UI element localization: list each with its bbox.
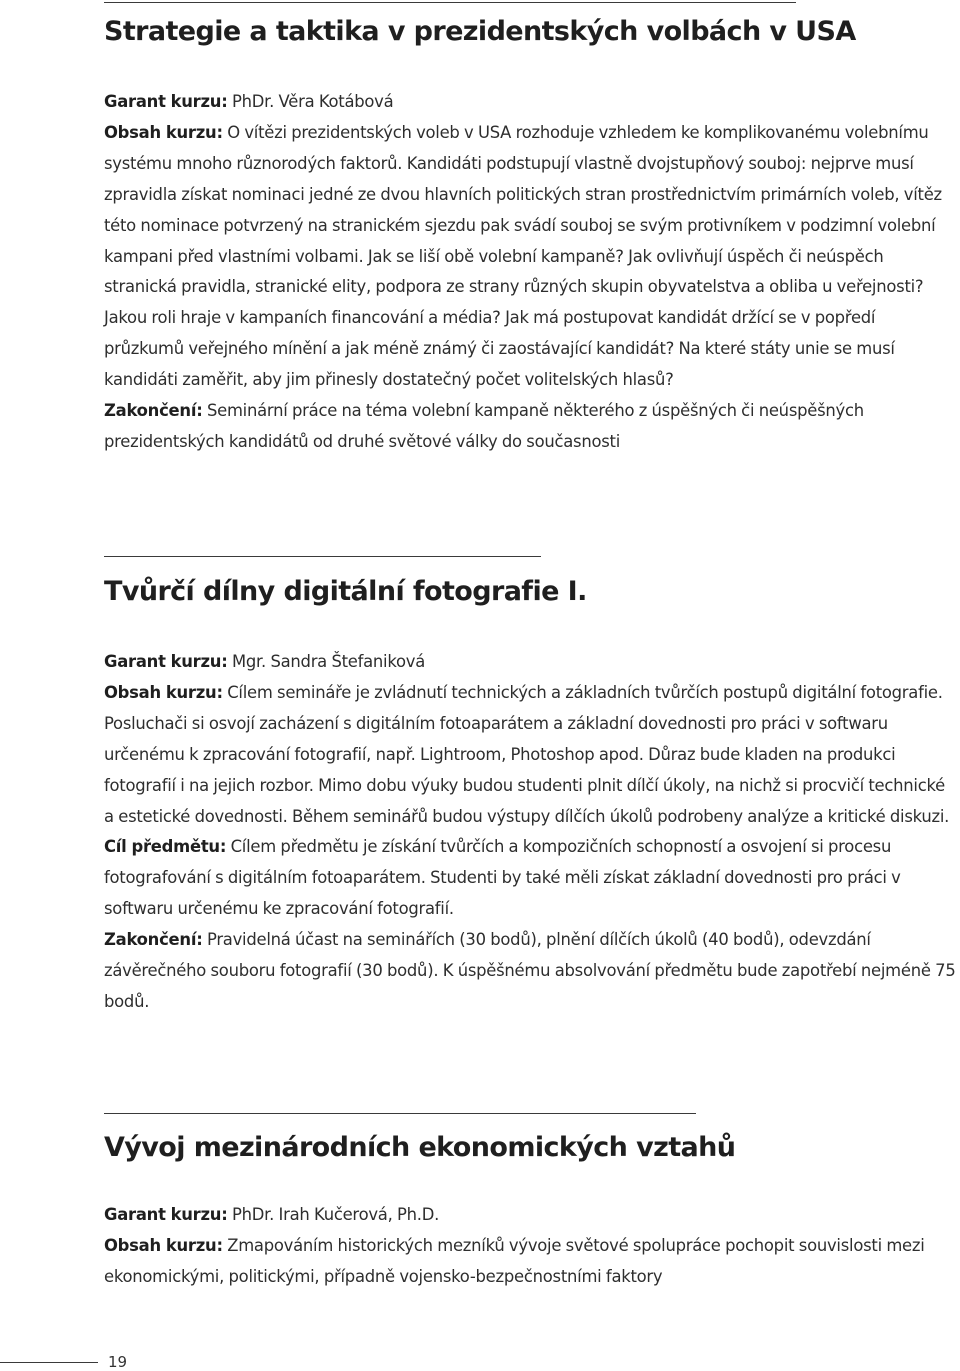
guarantor-paragraph <box>104 1200 956 1231</box>
content-paragraph <box>104 118 956 396</box>
guarantor-label: Garant kurzu: <box>104 92 228 111</box>
guarantor-value: Mgr. Sandra Štefaniková <box>227 652 426 671</box>
content-value: Zmapováním historických mezníků vývoje světové spolupráce pochopit souvislosti mezi ekonomickými, politickými, případně vojensko-bezpečnostními faktory <box>104 1235 925 1286</box>
guarantor-value: PhDr. Irah Kučerová, Ph.D. <box>227 1205 440 1224</box>
section-divider <box>104 1113 696 1114</box>
content-label: Obsah kurzu: <box>104 122 223 142</box>
course-title: Tvůrčí dílny digitální fotografie I. <box>104 576 587 607</box>
page-number: 19 <box>108 1353 128 1371</box>
completion-value: Pravidelná účast na seminářích (30 bodů), plnění dílčích úkolů (40 bodů), odevzdání závěrečného souboru fotografií (30 bodů). K úspěšnému absolvování předmětu bude zapotřebí nejméně 75 bodů. <box>104 930 956 1011</box>
completion-paragraph <box>104 925 956 1018</box>
content-label: Obsah kurzu: <box>104 682 223 702</box>
goal-label: Cíl předmětu: <box>104 837 227 857</box>
course-details <box>104 87 956 458</box>
completion-label: Zakončení: <box>104 930 203 950</box>
course-section-strategie <box>104 14 956 458</box>
course-section-fotografie <box>104 574 956 1018</box>
course-details <box>104 647 956 1018</box>
completion-label: Zakončení: <box>104 401 203 421</box>
completion-paragraph <box>104 396 956 458</box>
course-details <box>104 1200 956 1293</box>
content-value: O vítězi prezidentských voleb v USA rozhoduje vzhledem ke komplikovanému volebnímu systému mnoho různorodých faktorů. Kandidáti podstupují vlastně dvojstupňový souboj: nejprve musí zpravidla získat nominaci jedné ze dvou hlavních politických stran prostřednictvím primárních voleb, vítěz této nominace potvrzený na stranickém sjezdu pak svádí souboj se svým protivníkem v podzimní volební kampani před vlastními volbami. Jak se liší obě volební kampaně? Jak ovlivňují úspěch či neúspěch stranická pravidla, stranické elity, podpora ze strany různých skupin obyvatelstva a obliba u veřejnosti? Jakou roli hraje v kampaních financování a média? Jak má postupovat kandidát držící se v popředí průzkumů veřejného mínění a jak méně známý či zaostávající kandidát? Na které státy unie se musí kandidáti zaměřit, aby jim přinesly dostatečný počet volitelských hlasů? <box>104 122 942 390</box>
content-paragraph <box>104 1231 956 1293</box>
course-section-ekonomika <box>104 1130 956 1293</box>
guarantor-value: PhDr. Věra Kotábová <box>227 92 394 111</box>
content-paragraph <box>104 678 956 833</box>
footer-divider <box>0 1362 98 1363</box>
goal-paragraph <box>104 832 956 925</box>
course-title: Vývoj mezinárodních ekonomických vztahů <box>104 1132 736 1163</box>
completion-value: Seminární práce na téma volební kampaně některého z úspěšných či neúspěšných prezidentských kandidátů od druhé světové války do současnosti <box>104 401 864 451</box>
content-value: Cílem semináře je zvládnutí technických a základních tvůrčích postupů digitální fotografie. Posluchači si osvojí zacházení s digitálním fotoaparátem a základní dovednosti pro práci v softwaru určenému k zpracování fotografií, např. Lightroom, Photoshop apod. Důraz bude kladen na produkci fotografií i na jejich rozbor. Mimo dobu výuky budou studenti plnit dílčí úkoly, na nichž si procvičí technické a estetické dovednosti. Během seminářů budou výstupy dílčích úkolů podrobeny analýze a kritické diskuzi. <box>104 682 950 826</box>
guarantor-label: Garant kurzu: <box>104 1205 228 1224</box>
guarantor-paragraph <box>104 87 956 118</box>
content-label: Obsah kurzu: <box>104 1235 223 1255</box>
guarantor-label: Garant kurzu: <box>104 652 228 671</box>
top-divider <box>104 2 796 3</box>
goal-value: Cílem předmětu je získání tvůrčích a kompozičních schopností a osvojení si procesu fotografování s digitálním fotoaparátem. Studenti by také měli získat základní dovednosti pro práci v softwaru určenému ke zpracování fotografií. <box>104 837 901 919</box>
guarantor-paragraph <box>104 647 956 678</box>
section-divider <box>104 556 541 557</box>
course-title: Strategie a taktika v prezidentských volbách v USA <box>104 16 856 47</box>
